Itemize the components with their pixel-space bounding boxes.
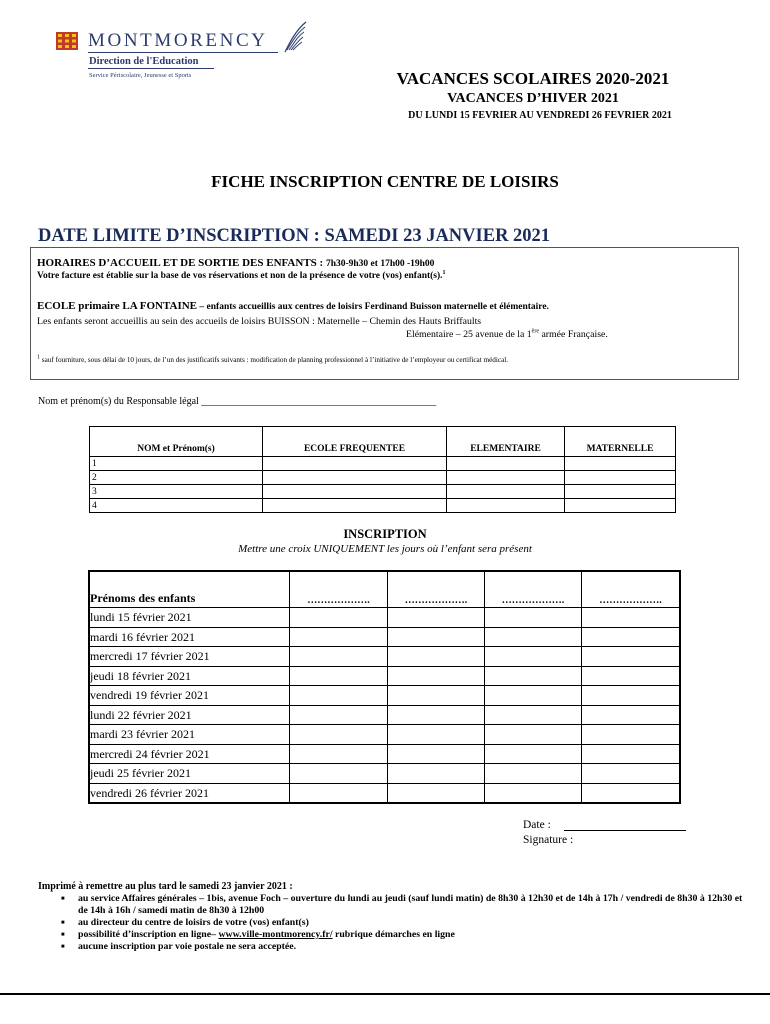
day-label: mercredi 17 février 2021 <box>89 647 290 667</box>
logo-divider <box>88 52 278 53</box>
elementaire-address-part2: armée Française. <box>539 329 608 340</box>
day-label: mardi 16 février 2021 <box>89 627 290 647</box>
attendance-cell[interactable] <box>290 783 388 803</box>
attendance-cell[interactable] <box>485 783 582 803</box>
school-name: ECOLE primaire LA FONTAINE <box>37 300 198 312</box>
legal-guardian-blank[interactable]: _______________________________________________ <box>201 396 437 407</box>
attendance-cell[interactable] <box>485 627 582 647</box>
header-elementaire: ELEMENTAIRE <box>447 427 565 457</box>
attendance-cell[interactable] <box>485 744 582 764</box>
day-row <box>89 764 680 784</box>
day-label: vendredi 19 février 2021 <box>89 686 290 706</box>
reception-address-maternelle: Les enfants seront accueillis au sein des accueils de loisirs BUISSON : Maternelle – Chemin des Hauts Briffaults <box>37 316 482 327</box>
attendance-cell[interactable] <box>290 744 388 764</box>
date-label: Date : <box>523 819 551 831</box>
legal-guardian-field[interactable] <box>38 396 436 407</box>
day-label: mercredi 24 février 2021 <box>89 744 290 764</box>
date-field[interactable] <box>564 830 686 831</box>
attendance-cell[interactable] <box>485 764 582 784</box>
header-ecole-frequentee: ECOLE FREQUENTEE <box>263 427 447 457</box>
reception-address-elementaire <box>406 329 608 340</box>
footer-divider <box>0 993 770 995</box>
attendance-cell[interactable] <box>582 744 681 764</box>
row-number[interactable]: 4 <box>90 499 263 513</box>
attendance-cell[interactable] <box>582 666 681 686</box>
attendance-cell[interactable] <box>290 686 388 706</box>
child-name-slot[interactable]: ………………. <box>582 571 681 608</box>
table-cell[interactable] <box>263 499 447 513</box>
attendance-cell[interactable] <box>388 744 485 764</box>
opening-hours-value: 7h30-9h30 et 17h00 -19h00 <box>325 259 435 269</box>
table-cell[interactable] <box>447 485 565 499</box>
header-maternelle: MATERNELLE <box>565 427 676 457</box>
opening-hours <box>37 257 434 269</box>
attendance-cell[interactable] <box>582 627 681 647</box>
attendance-cell[interactable] <box>582 705 681 725</box>
submission-intro: Imprimé à remettre au plus tard le samedi 23 janvier 2021 : <box>38 881 293 892</box>
row-number[interactable]: 3 <box>90 485 263 499</box>
day-row <box>89 608 680 628</box>
day-row <box>89 744 680 764</box>
attendance-cell[interactable] <box>582 783 681 803</box>
day-label: lundi 22 février 2021 <box>89 705 290 725</box>
table-row <box>90 485 676 499</box>
attendance-cell[interactable] <box>290 627 388 647</box>
attendance-cell[interactable] <box>388 647 485 667</box>
attendance-cell[interactable] <box>582 647 681 667</box>
attendance-cell[interactable] <box>388 686 485 706</box>
billing-note-text: Votre facture est établie sur la base de vos réservations et non de la présence de votre (vos) enfant(s). <box>37 271 443 281</box>
legal-guardian-label: Nom et prénom(s) du Responsable légal <box>38 396 202 407</box>
attendance-cell[interactable] <box>485 608 582 628</box>
attendance-header <box>89 571 680 608</box>
attendance-cell[interactable] <box>290 725 388 745</box>
attendance-cell[interactable] <box>485 647 582 667</box>
child-name-slot[interactable]: ………………. <box>485 571 582 608</box>
list-item: ■ au service Affaires générales – 1bis, avenue Foch – ouverture du lundi au jeudi (sauf lundi matin) de 8h30 à 12h30 et de 14h à 17h / vendredi de 8h30 à 12h30 et de 14h à 16h / samedi matin de 8h30 à 12h00 <box>38 893 750 917</box>
website-link[interactable]: www.ville-montmorency.fr/ <box>218 929 333 940</box>
list-item: ■ aucune inscription par voie postale ne sera acceptée. <box>38 941 750 953</box>
attendance-cell[interactable] <box>485 705 582 725</box>
table-row <box>90 457 676 471</box>
deadline-heading: DATE LIMITE D’INSCRIPTION : SAMEDI 23 JANVIER 2021 <box>38 226 551 246</box>
billing-note <box>37 271 446 281</box>
day-label: mardi 23 février 2021 <box>89 725 290 745</box>
day-label: jeudi 18 février 2021 <box>89 666 290 686</box>
table-cell[interactable] <box>565 457 676 471</box>
attendance-cell[interactable] <box>290 764 388 784</box>
table-cell[interactable] <box>447 457 565 471</box>
logo-wings-icon <box>282 20 308 54</box>
day-row <box>89 686 680 706</box>
table-row <box>90 499 676 513</box>
day-row <box>89 783 680 803</box>
attendance-cell[interactable] <box>485 686 582 706</box>
footnote-number: 1 <box>37 354 40 361</box>
montmorency-crest-icon <box>56 32 78 50</box>
day-row <box>89 627 680 647</box>
page-title: VACANCES SCOLAIRES 2020-2021 <box>396 69 670 88</box>
header-nom-prenoms: NOM et Prénom(s) <box>90 427 263 457</box>
table-row <box>90 471 676 485</box>
opening-hours-label: HORAIRES D’ACCUEIL ET DE SORTIE DES ENFANTS : <box>37 257 326 269</box>
page-subtitle: VACANCES D’HIVER 2021 <box>447 91 619 106</box>
list-item: ■ au directeur du centre de loisirs de votre (vos) enfant(s) <box>38 917 750 929</box>
ordinal-suffix: ère <box>531 328 539 335</box>
day-label: lundi 15 février 2021 <box>89 608 290 628</box>
form-title: FICHE INSCRIPTION CENTRE DE LOISIRS <box>211 172 559 191</box>
attendance-cell[interactable] <box>388 764 485 784</box>
table-cell[interactable] <box>565 499 676 513</box>
attendance-cell[interactable] <box>582 764 681 784</box>
table-cell[interactable] <box>565 485 676 499</box>
submission-list <box>38 893 750 953</box>
online-text-prefix: possibilité d’inscription en ligne– <box>78 929 219 940</box>
signature-label: Signature : <box>523 834 574 846</box>
attendance-table <box>88 570 681 804</box>
attendance-cell[interactable] <box>388 725 485 745</box>
day-label: vendredi 26 février 2021 <box>89 783 290 803</box>
header-prenoms-enfants: Prénoms des enfants <box>89 571 290 608</box>
table-cell[interactable] <box>263 471 447 485</box>
day-row <box>89 666 680 686</box>
attendance-cell[interactable] <box>290 647 388 667</box>
table-cell[interactable] <box>447 499 565 513</box>
inscription-title: INSCRIPTION <box>343 527 427 541</box>
attendance-cell[interactable] <box>582 686 681 706</box>
logo-department-underline <box>88 68 214 69</box>
footnote-marker: 1 <box>442 269 446 276</box>
attendance-cell[interactable] <box>388 627 485 647</box>
day-row <box>89 647 680 667</box>
table-cell[interactable] <box>263 457 447 471</box>
attendance-cell[interactable] <box>290 608 388 628</box>
school-description: – enfants accueillis aux centres de loisirs Ferdinand Buisson maternelle et élémentaire. <box>197 302 549 312</box>
attendance-cell[interactable] <box>388 783 485 803</box>
child-name-slot[interactable]: ………………. <box>290 571 388 608</box>
attendance-cell[interactable] <box>290 666 388 686</box>
table-cell[interactable] <box>447 471 565 485</box>
footnote-text: sauf fourniture, sous délai de 10 jours, de l’un des justificatifs suivants : modification de planning professionnel à l’initiative de l’employeur ou certificat médical. <box>40 356 509 364</box>
children-table <box>89 426 676 513</box>
attendance-cell[interactable] <box>485 666 582 686</box>
attendance-cell[interactable] <box>582 608 681 628</box>
elementaire-address-part1: Elémentaire – 25 avenue de la 1 <box>406 329 532 340</box>
attendance-cell[interactable] <box>290 705 388 725</box>
children-table-header <box>90 427 676 457</box>
holiday-dates: DU LUNDI 15 FEVRIER AU VENDREDI 26 FEVRIER 2021 <box>408 110 672 121</box>
child-name-slot[interactable]: ………………. <box>388 571 485 608</box>
online-text-suffix: rubrique démarches en ligne <box>332 929 455 940</box>
attendance-cell[interactable] <box>388 705 485 725</box>
logo-department: Direction de l'Education <box>89 56 199 67</box>
footnote <box>37 356 508 364</box>
info-box <box>30 247 739 380</box>
row-number[interactable]: 2 <box>90 471 263 485</box>
attendance-cell[interactable] <box>388 666 485 686</box>
attendance-cell[interactable] <box>388 608 485 628</box>
list-item <box>38 929 750 941</box>
table-cell[interactable] <box>263 485 447 499</box>
attendance-cell[interactable] <box>485 725 582 745</box>
day-row <box>89 725 680 745</box>
table-cell[interactable] <box>565 471 676 485</box>
day-label: jeudi 25 février 2021 <box>89 764 290 784</box>
logo-service: Service Périscolaire, Jeunesse et Sports <box>89 72 192 79</box>
row-number[interactable]: 1 <box>90 457 263 471</box>
school-line <box>37 300 549 312</box>
attendance-cell[interactable] <box>582 725 681 745</box>
logo-name: MONTMORENCY <box>88 30 268 51</box>
day-row <box>89 705 680 725</box>
inscription-instructions: Mettre une croix UNIQUEMENT les jours où l’enfant sera présent <box>238 543 532 555</box>
